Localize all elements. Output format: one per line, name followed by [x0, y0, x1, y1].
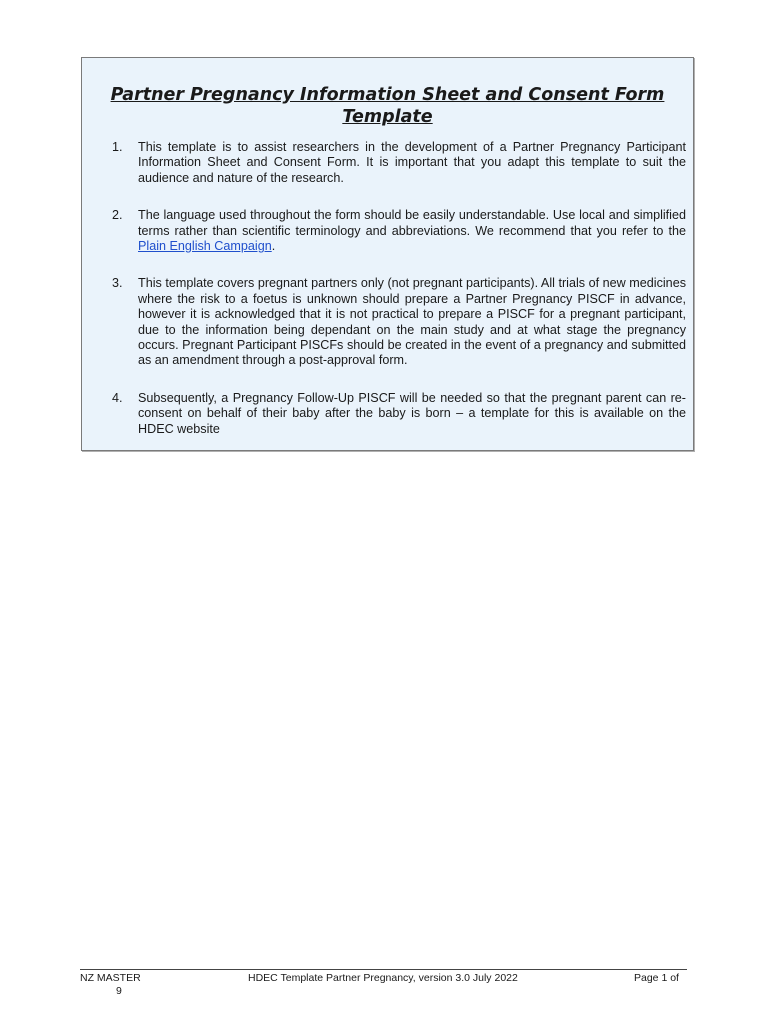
instructions-list	[82, 140, 693, 437]
footer-page-number: Page 1 of	[634, 972, 679, 984]
list-item	[112, 276, 686, 368]
footer-document-version: HDEC Template Partner Pregnancy, version 3.0 July 2022	[248, 972, 518, 984]
list-item-text: The language used throughout the form should be easily understandable. Use local and simplified terms rather than scientific terminology and abbreviations. We recommend that you refer to the	[138, 208, 686, 238]
list-item-text: Subsequently, a Pregnancy Follow-Up PISCF will be needed so that the pregnant parent can re-consent on behalf of their baby after the baby is born – a template for this is available on the HDEC website	[138, 390, 686, 436]
footer-master-label: NZ MASTER	[80, 972, 141, 984]
list-item-text: This template is to assist researchers in the development of a Partner Pregnancy Participant Information Sheet and Consent Form. It is important that you adapt this template to suit the audience and nature of the research.	[138, 140, 686, 185]
list-item-number: 4.	[112, 390, 123, 405]
footer-left	[80, 972, 160, 998]
list-item-text-end: .	[271, 239, 276, 254]
list-item	[112, 140, 686, 186]
list-item-number: 2.	[112, 208, 123, 223]
footer-master-number: 9	[116, 985, 122, 997]
template-instructions-box	[81, 57, 694, 451]
list-item-number: 1.	[112, 140, 123, 154]
plain-english-campaign-link[interactable]: Plain English Campaign	[138, 239, 272, 254]
list-item	[112, 208, 686, 254]
list-item	[112, 391, 686, 437]
footer-divider	[80, 969, 687, 970]
list-item-number: 3.	[112, 276, 123, 291]
list-item-text: This template covers pregnant partners only (not pregnant participants). All trials of new medicines where the risk to a foetus is unknown should prepare a Partner Pregnancy PISCF in advance, however it is acknowledged that it is not practical to prepare a PISCF for a pregnant participant, due to the information being dependant on the main study and at what stage the pregnancy occurs. Pregnant Participant PISCFs should be created in the event of a pregnancy and submitted as an amendment through a post-approval form.	[138, 276, 686, 368]
document-title: Partner Pregnancy Information Sheet and Consent Form Template	[110, 85, 665, 127]
